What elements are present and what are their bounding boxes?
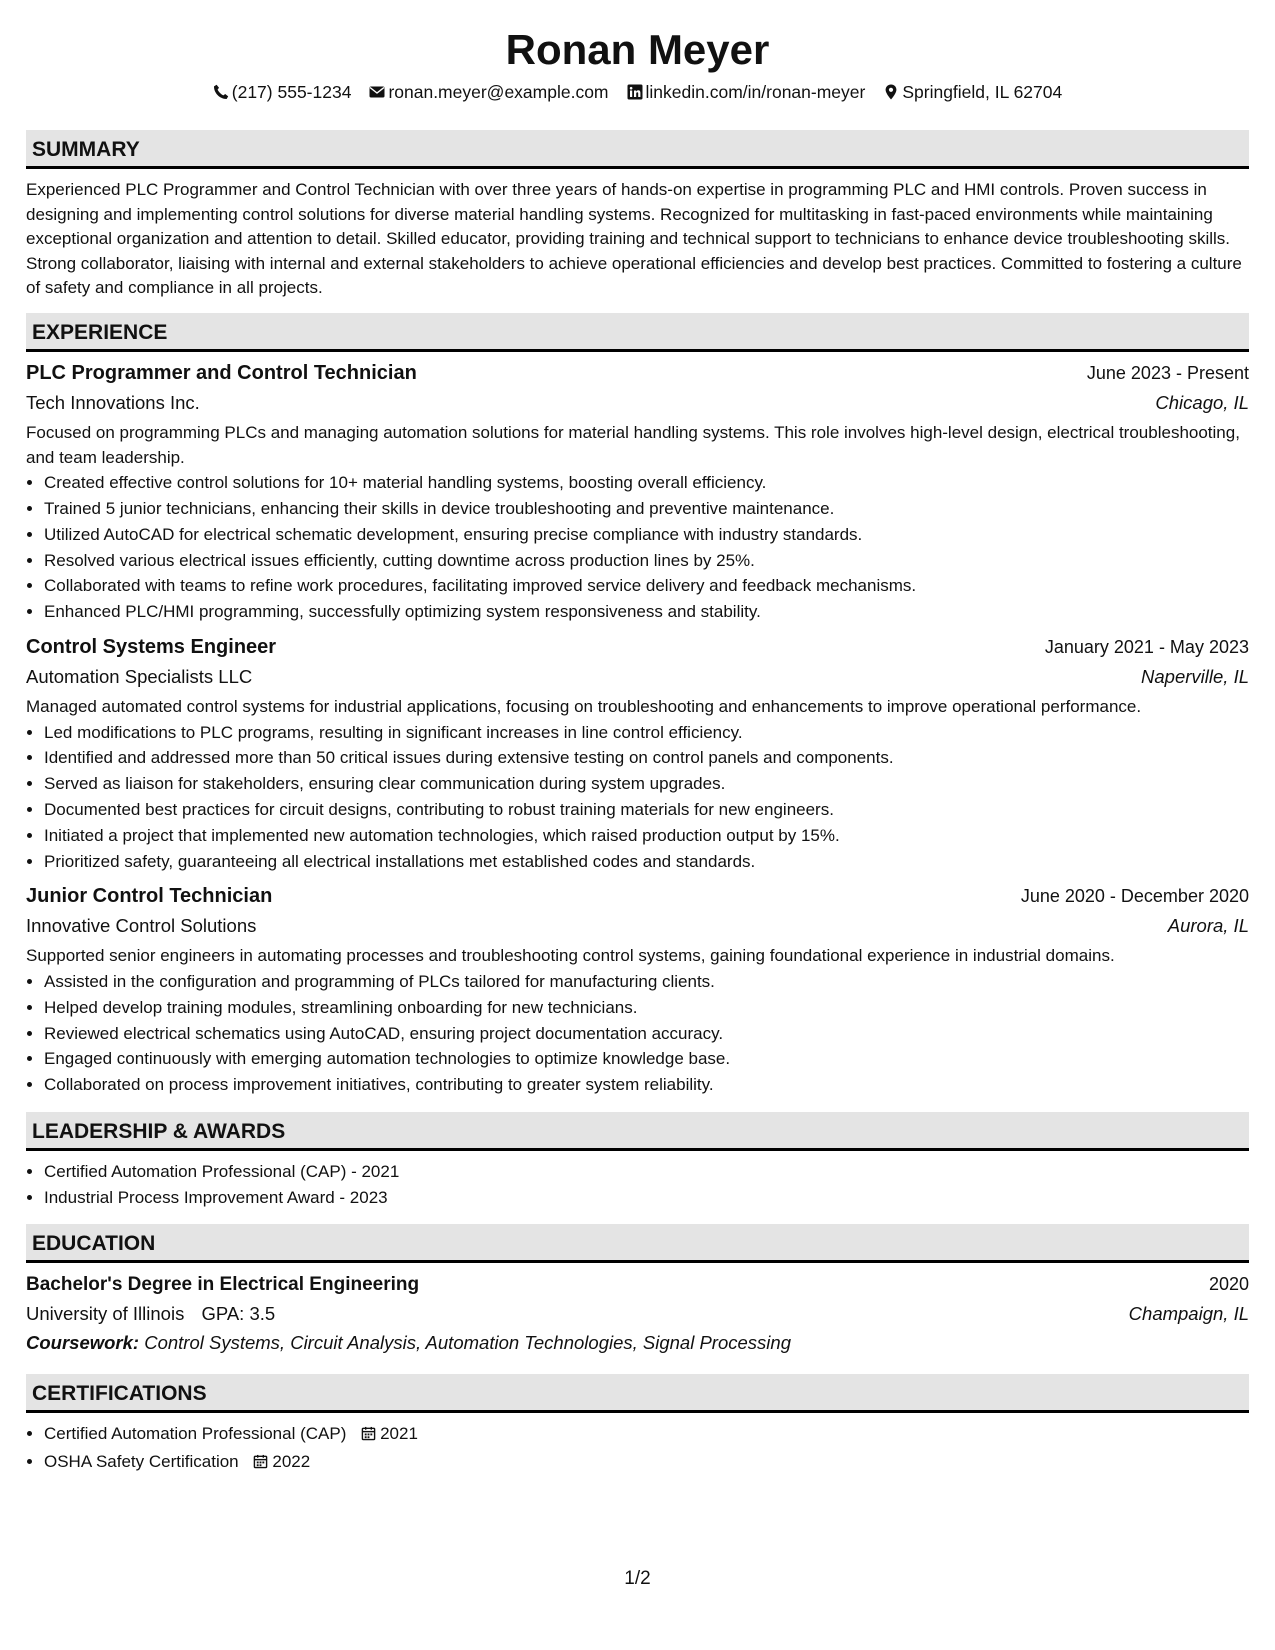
job-dates: June 2023 - Present — [1086, 362, 1249, 383]
school-line — [26, 1301, 275, 1326]
job-entry — [26, 360, 1249, 625]
school-location: Champaign, IL — [1128, 1303, 1249, 1325]
contact-bar — [26, 80, 1249, 104]
awards-list — [26, 1159, 1249, 1211]
job-bullets — [26, 470, 1249, 625]
coursework-label: Coursework: — [26, 1332, 140, 1354]
email-text: ronan.meyer@example.com — [388, 82, 609, 102]
list-item: • Prioritized safety, guaranteeing all electrical installations met established codes and standards. — [44, 849, 1249, 875]
phone-text: (217) 555-1234 — [231, 82, 352, 102]
contact-email[interactable] — [369, 80, 608, 104]
contact-location — [883, 80, 1062, 104]
certifications-heading: CERTIFICATIONS — [26, 1374, 1249, 1413]
list-item: • Documented best practices for circuit designs, contributing to robust training materials for new engineers. — [44, 797, 1249, 823]
certification-name: Certified Automation Professional (CAP) — [44, 1424, 347, 1444]
candidate-name: Ronan Meyer — [505, 26, 770, 73]
certifications-list — [26, 1421, 1249, 1477]
summary-text: Experienced PLC Programmer and Control Technician with over three years of hands-on expertise in programming PLC and HMI controls. Proven success in designing and implementing control solutions for diverse material handling systems. Recognized for multitasking in fast-paced environments while maintaining exceptional organization and attention to detail. Skilled educator, providing training and technical support to technicians to enhance device troubleshooting skills. Strong collaborator, liaising with internal and external stakeholders to achieve operational efficiencies and develop best practices. Committed to fostering a culture of safety and compliance in all projects. — [26, 180, 1242, 298]
list-item: • Industrial Process Improvement Award - 2023 — [44, 1185, 1249, 1211]
job-company: Tech Innovations Inc. — [26, 391, 200, 413]
list-item: • Resolved various electrical issues efficiently, cutting downtime across production lines by 25%. — [44, 548, 1249, 574]
list-item: • Collaborated on process improvement initiatives, contributing to greater system reliability. — [44, 1072, 1249, 1098]
coursework-line — [26, 1330, 1249, 1356]
job-company: Innovative Control Solutions — [26, 915, 257, 937]
list-item: • Certified Automation Professional (CAP) - 2021 — [44, 1159, 1249, 1185]
summary-heading: SUMMARY — [26, 130, 1249, 169]
location-text: Springfield, IL 62704 — [902, 82, 1063, 102]
education-entry — [26, 1271, 1249, 1356]
list-item: • Served as liaison for stakeholders, ensuring clear communication during system upgrades. — [44, 771, 1249, 797]
job-description: Supported senior engineers in automating processes and troubleshooting control systems, gaining foundational experience in industrial domains. — [26, 946, 1115, 966]
calendar-icon — [361, 1423, 376, 1449]
school-name: University of Illinois — [26, 1303, 185, 1325]
education-heading: EDUCATION — [26, 1224, 1249, 1263]
resume-page — [26, 0, 1249, 1477]
phone-icon — [213, 84, 229, 100]
contact-linkedin[interactable] — [627, 80, 866, 104]
job-location: Naperville, IL — [1141, 665, 1249, 687]
list-item: • Assisted in the configuration and programming of PLCs tailored for manufacturing clients. — [44, 969, 1249, 995]
job-bullets — [26, 720, 1249, 875]
job-entry — [26, 634, 1249, 874]
job-company: Automation Specialists LLC — [26, 665, 253, 687]
envelope-icon — [369, 84, 385, 100]
degree-title: Bachelor's Degree in Electrical Engineering — [26, 1274, 420, 1296]
certification-name: OSHA Safety Certification — [44, 1452, 239, 1472]
linkedin-text: linkedin.com/in/ronan-meyer — [645, 82, 866, 102]
job-location: Chicago, IL — [1155, 391, 1249, 413]
linkedin-icon — [627, 84, 643, 100]
certification-year: 2021 — [380, 1424, 418, 1444]
job-title: PLC Programmer and Control Technician — [26, 361, 417, 384]
calendar-icon — [253, 1451, 268, 1477]
job-dates: June 2020 - December 2020 — [1020, 886, 1249, 907]
certification-year: 2022 — [272, 1452, 311, 1472]
job-title: Junior Control Technician — [26, 885, 273, 908]
experience-heading: EXPERIENCE — [26, 313, 1249, 352]
list-item: • Utilized AutoCAD for electrical schematic development, ensuring precise compliance with industry standards. — [44, 522, 1249, 548]
list-item — [44, 1449, 1249, 1477]
list-item — [44, 1421, 1249, 1449]
job-dates: January 2021 - May 2023 — [1044, 636, 1249, 657]
list-item: • Helped develop training modules, streamlining onboarding for new technicians. — [44, 995, 1249, 1021]
awards-heading: LEADERSHIP & AWARDS — [26, 1112, 1249, 1151]
gpa: GPA: 3.5 — [201, 1303, 276, 1325]
list-item: • Engaged continuously with emerging automation technologies to optimize knowledge base. — [44, 1046, 1249, 1072]
list-item: • Trained 5 junior technicians, enhancing their skills in device troubleshooting and preventive maintenance. — [44, 496, 1249, 522]
job-description: Focused on programming PLCs and managing automation solutions for material handling systems. This role involves high-level design, electrical troubleshooting, and team leadership. — [26, 422, 1240, 467]
coursework-text: Control Systems, Circuit Analysis, Automation Technologies, Signal Processing — [144, 1332, 791, 1354]
job-bullets — [26, 969, 1249, 1098]
list-item: • Reviewed electrical schematics using AutoCAD, ensuring project documentation accuracy. — [44, 1021, 1249, 1047]
contact-phone[interactable] — [213, 80, 352, 104]
map-pin-icon — [883, 84, 899, 100]
page-number: 1/2 — [624, 1568, 651, 1589]
graduation-year: 2020 — [1208, 1274, 1249, 1295]
list-item: • Identified and addressed more than 50 critical issues during extensive testing on control panels and components. — [44, 745, 1249, 771]
job-description: Managed automated control systems for industrial applications, focusing on troubleshooting and enhancements to improve operational performance. — [26, 696, 1142, 716]
job-location: Aurora, IL — [1167, 915, 1249, 937]
list-item: • Enhanced PLC/HMI programming, successfully optimizing system responsiveness and stability. — [44, 599, 1249, 625]
list-item: • Initiated a project that implemented new automation technologies, which raised production output by 15%. — [44, 823, 1249, 849]
job-entry — [26, 883, 1249, 1098]
list-item: • Created effective control solutions for 10+ material handling systems, boosting overall efficiency. — [44, 470, 1249, 496]
list-item: • Collaborated with teams to refine work procedures, facilitating improved service delivery and feedback mechanisms. — [44, 573, 1249, 599]
list-item: • Led modifications to PLC programs, resulting in significant increases in line control efficiency. — [44, 720, 1249, 746]
job-title: Control Systems Engineer — [26, 635, 277, 658]
